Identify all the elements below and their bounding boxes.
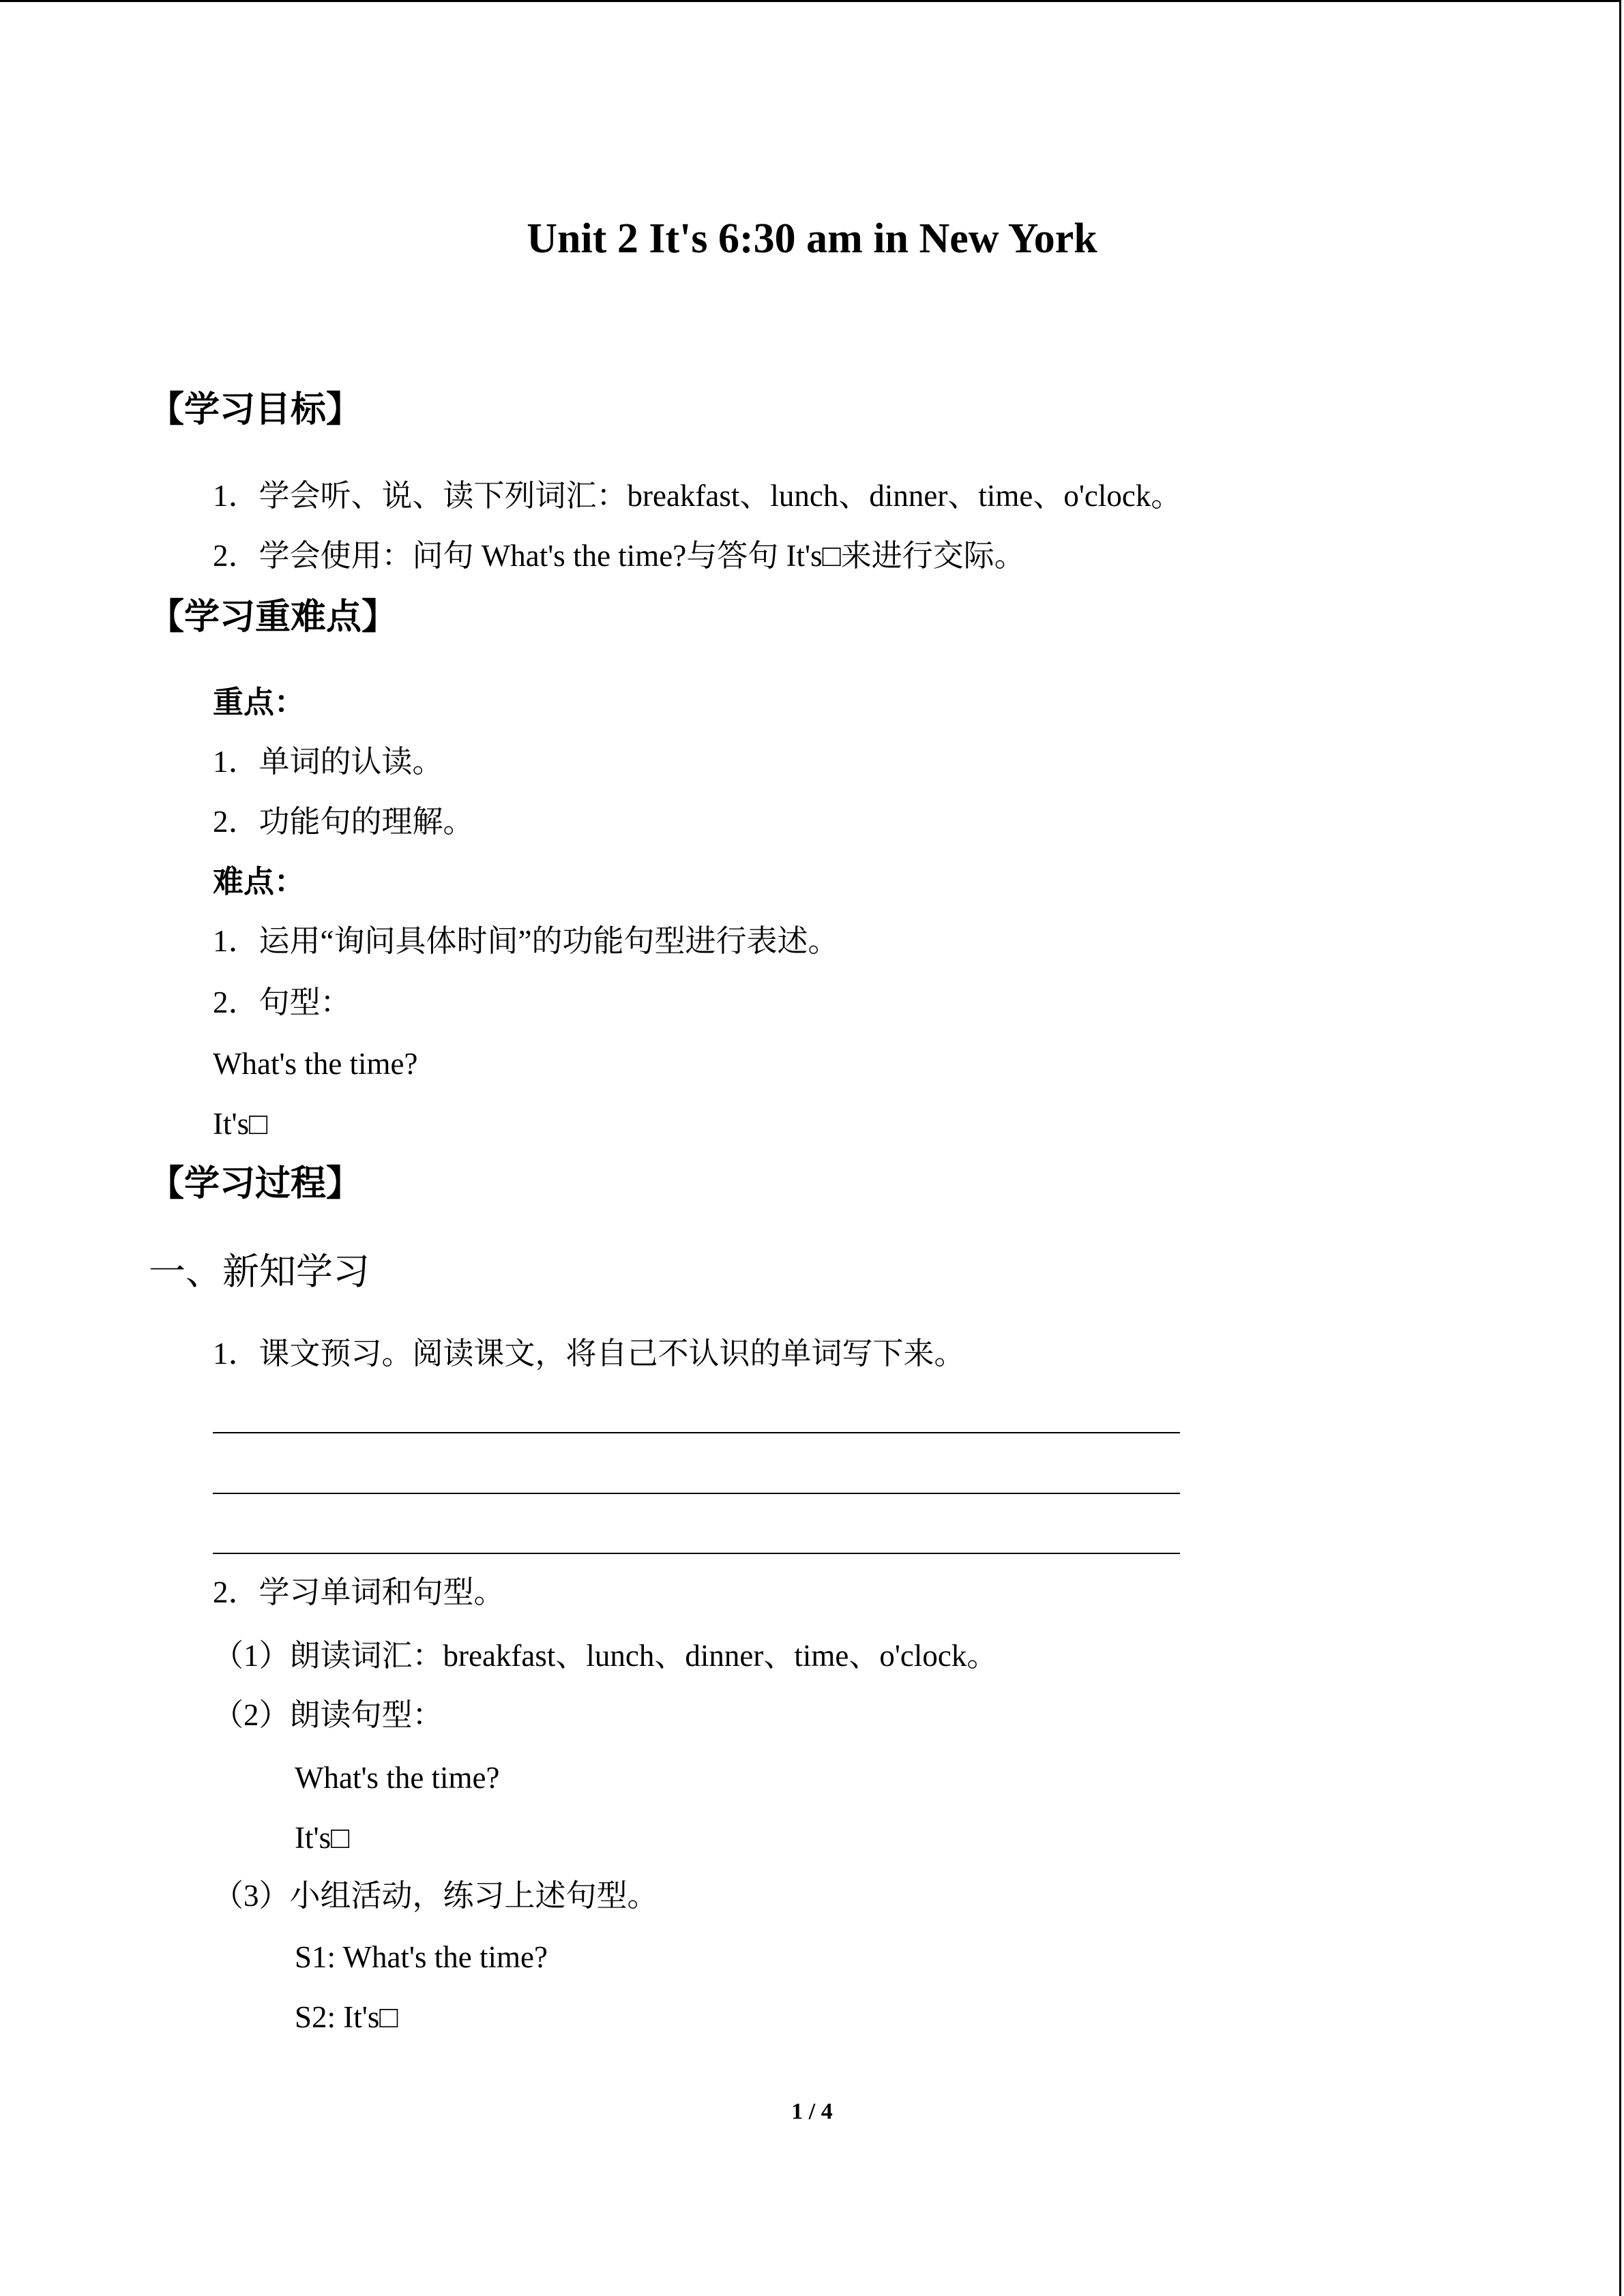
difficulty-label: 难点： <box>213 865 306 899</box>
answer-blank-line-2[interactable] <box>213 1493 1180 1494</box>
dialogue-s2: S2: It's□ <box>295 2000 398 2034</box>
difficulty-item-2: 2．句型： <box>213 985 351 1019</box>
pattern-answer: It's□ <box>213 1107 268 1141</box>
dialogue-s1: S1: What's the time? <box>295 1940 548 1974</box>
sub-item-2: （2）朗读句型： <box>213 1698 443 1732</box>
sub2-answer: It's□ <box>295 1821 350 1855</box>
objective-item-1: 1．学会听、说、读下列词汇：breakfast、lunch、dinner、time、o'clock。 <box>213 479 1182 513</box>
answer-blank-line-3[interactable] <box>213 1553 1180 1554</box>
answer-blank-line-1[interactable] <box>213 1432 1180 1433</box>
part-one-heading: 一、新知学习 <box>149 1251 370 1292</box>
objectives-heading: 【学习目标】 <box>149 391 362 430</box>
sub-item-3: （3）小组活动，练习上述句型。 <box>213 1879 658 1913</box>
page-number: 1 / 4 <box>791 2099 833 2124</box>
objective-item-2: 2．学会使用：问句 What's the time?与答句 It's□来进行交际。 <box>213 539 1025 573</box>
sub2-question: What's the time? <box>295 1761 500 1795</box>
process-heading: 【学习过程】 <box>149 1165 362 1204</box>
pattern-question: What's the time? <box>213 1047 418 1081</box>
focus-item-1: 1．单词的认读。 <box>213 745 443 779</box>
sub-item-1: （1）朗读词汇：breakfast、lunch、dinner、time、o'clock。 <box>213 1639 998 1673</box>
focus-label: 重点： <box>213 685 306 719</box>
document-title: Unit 2 It's 6:30 am in New York <box>527 215 1097 262</box>
difficulty-item-1: 1．运用“询问具体时间”的功能句型进行表述。 <box>213 924 839 958</box>
key-points-heading: 【学习重难点】 <box>149 598 398 637</box>
step-1: 1．课文预习。阅读课文，将自己不认识的单词写下来。 <box>213 1337 965 1371</box>
step-2: 2．学习单词和句型。 <box>213 1575 505 1609</box>
focus-item-2: 2．功能句的理解。 <box>213 805 474 839</box>
